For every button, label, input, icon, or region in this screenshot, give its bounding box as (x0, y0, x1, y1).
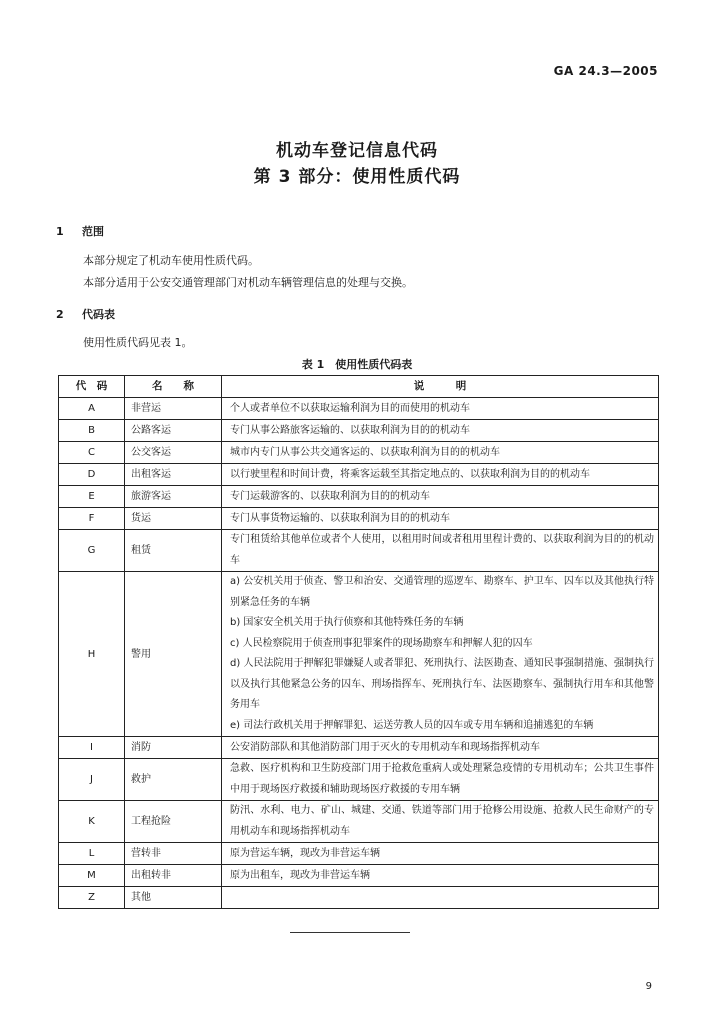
desc-cell: 城市内专门从事公共交通客运的、以获取利润为目的的机动车 (222, 442, 659, 464)
code-cell: J (59, 759, 125, 801)
table-row (59, 801, 659, 843)
table-row (59, 865, 659, 887)
section-1-heading (56, 223, 104, 239)
desc-item: e) 司法行政机关用于押解罪犯、运送劳教人员的囚车或专用车辆和追捕逃犯的车辆 (230, 719, 594, 731)
code-cell: C (59, 442, 125, 464)
table-row (59, 843, 659, 865)
desc-item: a) 公安机关用于侦查、警卫和治安、交通管理的巡逻车、勘察车、护卫车、囚车以及其他执行特别紧急任务的车辆 (230, 576, 654, 608)
desc-cell: 专门从事货物运输的、以获取利润为目的的机动车 (222, 508, 659, 530)
name-cell: 租赁 (125, 530, 222, 572)
table-row (59, 464, 659, 486)
name-cell: 出租客运 (125, 464, 222, 486)
name-cell: 非营运 (125, 398, 222, 420)
code-cell: B (59, 420, 125, 442)
name-cell: 旅游客运 (125, 486, 222, 508)
code-cell: G (59, 530, 125, 572)
code-cell: L (59, 843, 125, 865)
desc-item: c) 人民检察院用于侦查刑事犯罪案件的现场勘察车和押解人犯的囚车 (230, 637, 533, 649)
header-name: 名 称 (125, 376, 222, 398)
table-row (59, 759, 659, 801)
section-2-intro: 使用性质代码见表 1。 (83, 336, 193, 349)
desc-cell: 专门运载游客的、以获取利润为目的的机动车 (222, 486, 659, 508)
section-title: 代码表 (82, 308, 115, 321)
code-cell: A (59, 398, 125, 420)
table-row (59, 530, 659, 572)
document-subtitle: 第 3 部分：使用性质代码 (253, 167, 461, 187)
header-desc: 说 明 (222, 376, 659, 398)
code-cell: M (59, 865, 125, 887)
table-row (59, 572, 659, 737)
table-row (59, 420, 659, 442)
desc-cell (222, 887, 659, 909)
desc-cell: 原为出租车，现改为非营运车辆 (222, 865, 659, 887)
name-cell: 消防 (125, 737, 222, 759)
code-cell: K (59, 801, 125, 843)
page-number: 9 (645, 981, 652, 992)
desc-cell: 以行驶里程和时间计费，将乘客运载至其指定地点的、以获取利润为目的的机动车 (222, 464, 659, 486)
desc-item: b) 国家安全机关用于执行侦察和其他特殊任务的车辆 (230, 617, 464, 628)
name-cell: 公交客运 (125, 442, 222, 464)
section-2-heading (56, 306, 115, 322)
name-cell: 公路客运 (125, 420, 222, 442)
end-divider (290, 932, 410, 933)
code-cell: I (59, 737, 125, 759)
table-caption: 表 1 使用性质代码表 (301, 358, 413, 371)
section-title: 范围 (82, 225, 104, 238)
table-header-row (59, 376, 659, 398)
desc-cell: 防汛、水利、电力、矿山、城建、交通、铁道等部门用于抢修公用设施、抢救人民生命财产的专用机动车和现场指挥机动车 (222, 801, 659, 843)
name-cell: 警用 (125, 572, 222, 737)
name-cell: 其他 (125, 887, 222, 909)
desc-cell: 个人或者单位不以获取运输利润为目的而使用的机动车 (222, 398, 659, 420)
table-row (59, 398, 659, 420)
name-cell: 货运 (125, 508, 222, 530)
desc-cell (222, 572, 659, 737)
standard-number: GA 24.3—2005 (553, 64, 658, 78)
desc-cell: 公安消防部队和其他消防部门用于灭火的专用机动车和现场指挥机动车 (222, 737, 659, 759)
name-cell: 营转非 (125, 843, 222, 865)
name-cell: 救护 (125, 759, 222, 801)
section-1-paragraph: 本部分适用于公安交通管理部门对机动车辆管理信息的处理与交换。 (83, 276, 413, 289)
table-row (59, 887, 659, 909)
table-row (59, 442, 659, 464)
code-cell: H (59, 572, 125, 737)
desc-cell: 专门从事公路旅客运输的、以获取利润为目的的机动车 (222, 420, 659, 442)
header-code: 代 码 (59, 376, 125, 398)
desc-cell: 专门租赁给其他单位或者个人使用，以租用时间或者租用里程计费的、以获取利润为目的的机动车 (222, 530, 659, 572)
table-row (59, 486, 659, 508)
section-number: 1 (56, 225, 64, 238)
section-1-paragraph: 本部分规定了机动车使用性质代码。 (83, 254, 259, 267)
section-number: 2 (56, 308, 64, 321)
code-cell: Z (59, 887, 125, 909)
name-cell: 出租转非 (125, 865, 222, 887)
desc-cell: 急救、医疗机构和卫生防疫部门用于抢救危重病人或处理紧急疫情的专用机动车；公共卫生事件中用于现场医疗救援和辅助现场医疗救援的专用车辆 (222, 759, 659, 801)
usage-code-table (58, 375, 659, 909)
table-row (59, 737, 659, 759)
name-cell: 工程抢险 (125, 801, 222, 843)
document-title: 机动车登记信息代码 (276, 141, 438, 161)
code-cell: E (59, 486, 125, 508)
table-row (59, 508, 659, 530)
desc-cell: 原为营运车辆，现改为非营运车辆 (222, 843, 659, 865)
code-cell: D (59, 464, 125, 486)
code-cell: F (59, 508, 125, 530)
desc-item: d) 人民法院用于押解犯罪嫌疑人或者罪犯、死刑执行、法医勘查、通知民事强制措施、强制执行以及执行其他紧急公务的囚车、刑场指挥车、死刑执行车、法医勘察车、强制执行用车和其他警务用车 (230, 658, 654, 710)
